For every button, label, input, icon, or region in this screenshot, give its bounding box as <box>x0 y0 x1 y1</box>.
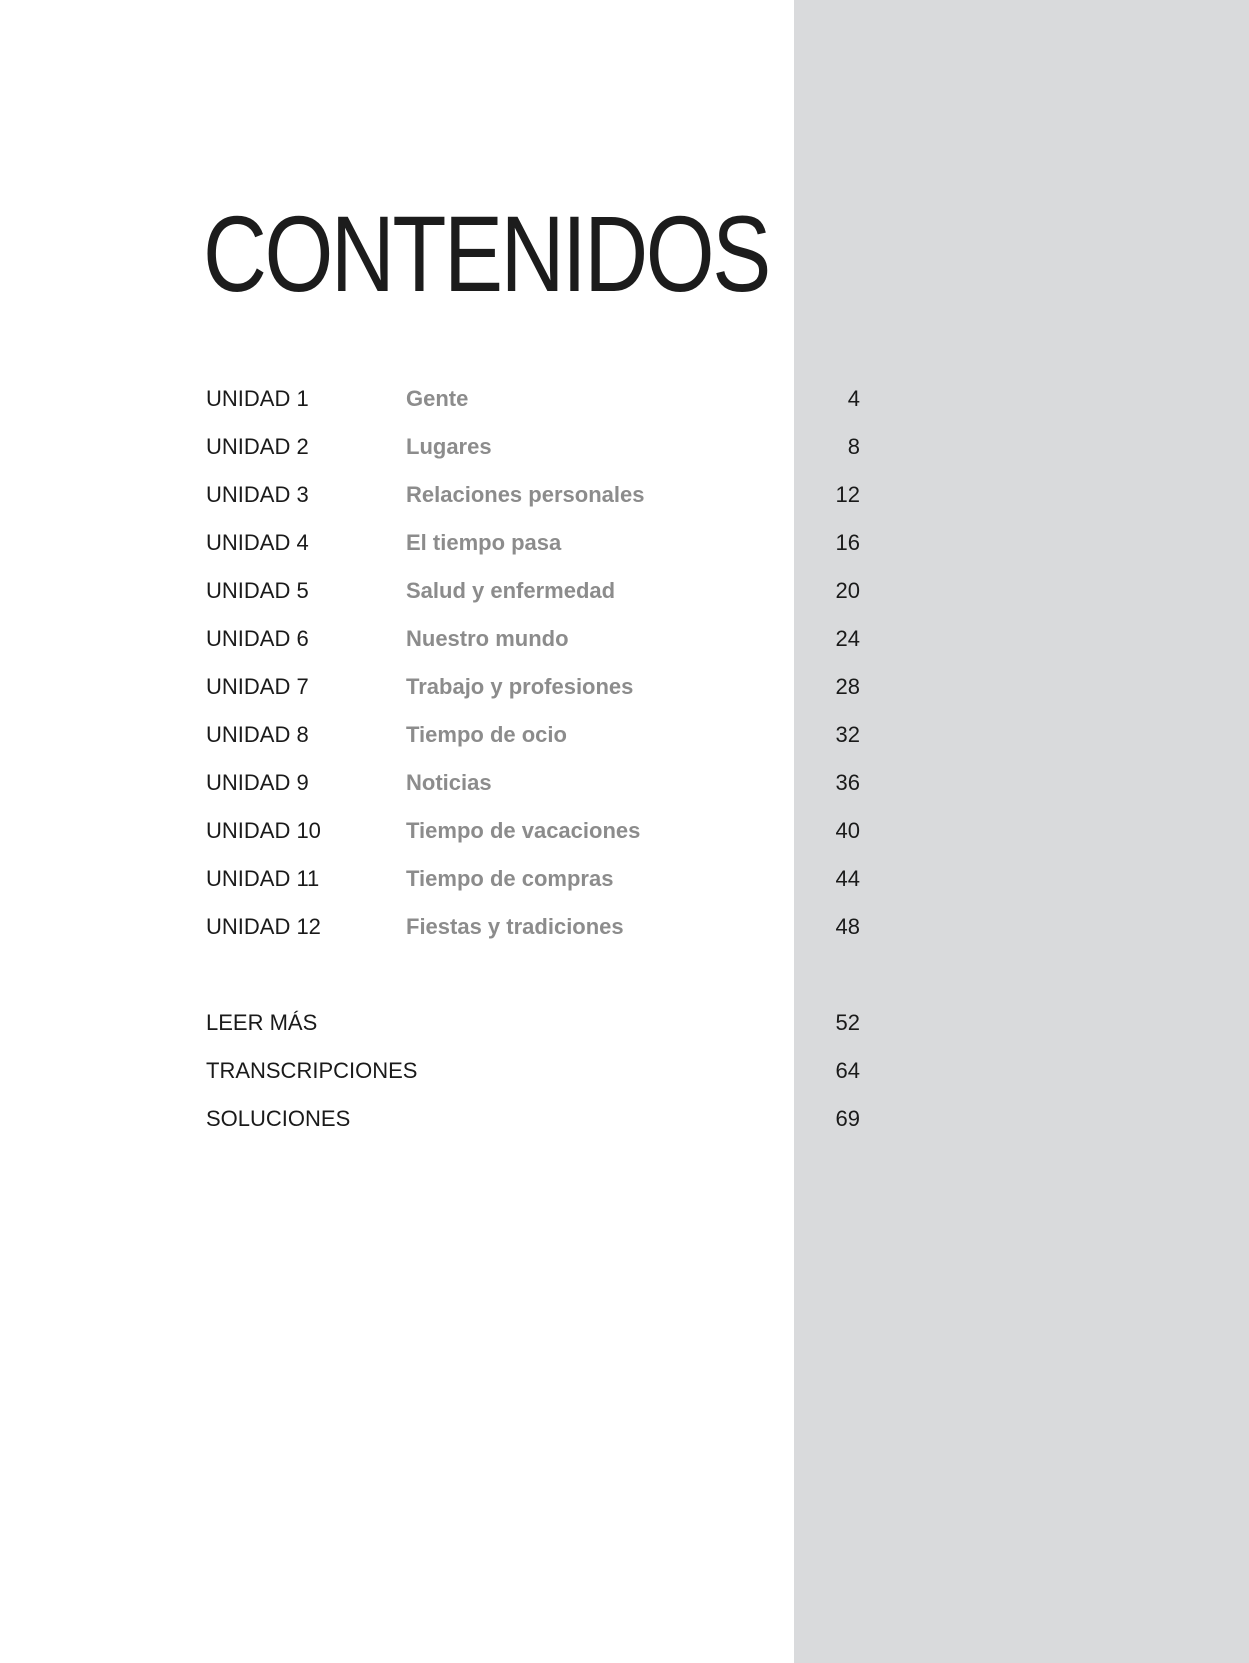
toc-row-unidad-4[interactable] <box>206 519 860 567</box>
unit-topic: Fiestas y tradiciones <box>406 914 624 939</box>
toc-row-unidad-8[interactable] <box>206 711 860 759</box>
toc-row-unidad-1[interactable] <box>206 375 860 423</box>
unit-label: UNIDAD 1 <box>206 386 309 411</box>
toc-row-unidad-9[interactable] <box>206 759 860 807</box>
toc-row-soluciones[interactable] <box>206 1095 860 1143</box>
page-number: 48 <box>835 914 860 939</box>
side-panel <box>794 0 1249 1663</box>
unit-label: UNIDAD 8 <box>206 722 309 747</box>
toc-row-unidad-6[interactable] <box>206 615 860 663</box>
page-number: 69 <box>835 1106 860 1131</box>
toc-row-unidad-10[interactable] <box>206 807 860 855</box>
toc-row-unidad-3[interactable] <box>206 471 860 519</box>
unit-topic: Salud y enfermedad <box>406 578 616 603</box>
page-number: 64 <box>835 1058 860 1083</box>
unit-topic: Nuestro mundo <box>406 626 569 651</box>
page-number: 16 <box>835 530 860 555</box>
unit-label: UNIDAD 12 <box>206 914 321 939</box>
table-of-contents <box>206 375 860 951</box>
page-number: 44 <box>835 866 860 891</box>
toc-row-unidad-7[interactable] <box>206 663 860 711</box>
toc-row-unidad-2[interactable] <box>206 423 860 471</box>
unit-topic: Tiempo de compras <box>406 866 614 891</box>
section-label: LEER MÁS <box>206 1010 318 1035</box>
section-label: SOLUCIONES <box>206 1106 351 1131</box>
page-number: 8 <box>847 434 860 459</box>
unit-topic: Relaciones personales <box>406 482 645 507</box>
unit-topic: Lugares <box>406 434 492 459</box>
section-label: TRANSCRIPCIONES <box>206 1058 418 1083</box>
unit-label: UNIDAD 3 <box>206 482 309 507</box>
unit-topic: Tiempo de ocio <box>406 722 567 747</box>
page-number: 12 <box>835 482 860 507</box>
page-number: 36 <box>835 770 860 795</box>
unit-label: UNIDAD 10 <box>206 818 321 843</box>
unit-label: UNIDAD 7 <box>206 674 309 699</box>
unit-label: UNIDAD 9 <box>206 770 309 795</box>
unit-label: UNIDAD 6 <box>206 626 309 651</box>
toc-row-unidad-12[interactable] <box>206 903 860 951</box>
unit-label: UNIDAD 5 <box>206 578 309 603</box>
page-number: 24 <box>835 626 860 651</box>
toc-row-transcripciones[interactable] <box>206 1047 860 1095</box>
unit-topic: Gente <box>406 386 469 411</box>
toc-row-unidad-5[interactable] <box>206 567 860 615</box>
page-number: 20 <box>835 578 860 603</box>
unit-label: UNIDAD 4 <box>206 530 309 555</box>
unit-topic: Tiempo de vacaciones <box>406 818 641 843</box>
unit-topic: Noticias <box>406 770 492 795</box>
unit-topic: Trabajo y profesiones <box>406 674 634 699</box>
unit-label: UNIDAD 11 <box>206 866 320 891</box>
unit-label: UNIDAD 2 <box>206 434 309 459</box>
page-number: 4 <box>847 386 860 411</box>
toc-row-unidad-11[interactable] <box>206 855 860 903</box>
unit-topic: El tiempo pasa <box>406 530 562 555</box>
page-number: 32 <box>835 722 860 747</box>
extra-sections <box>206 999 860 1143</box>
page-number: 40 <box>835 818 860 843</box>
toc-row-leer-mas[interactable] <box>206 999 860 1047</box>
page-title: CONTENIDOS <box>203 193 769 314</box>
page-number: 28 <box>835 674 860 699</box>
page-number: 52 <box>835 1010 860 1035</box>
